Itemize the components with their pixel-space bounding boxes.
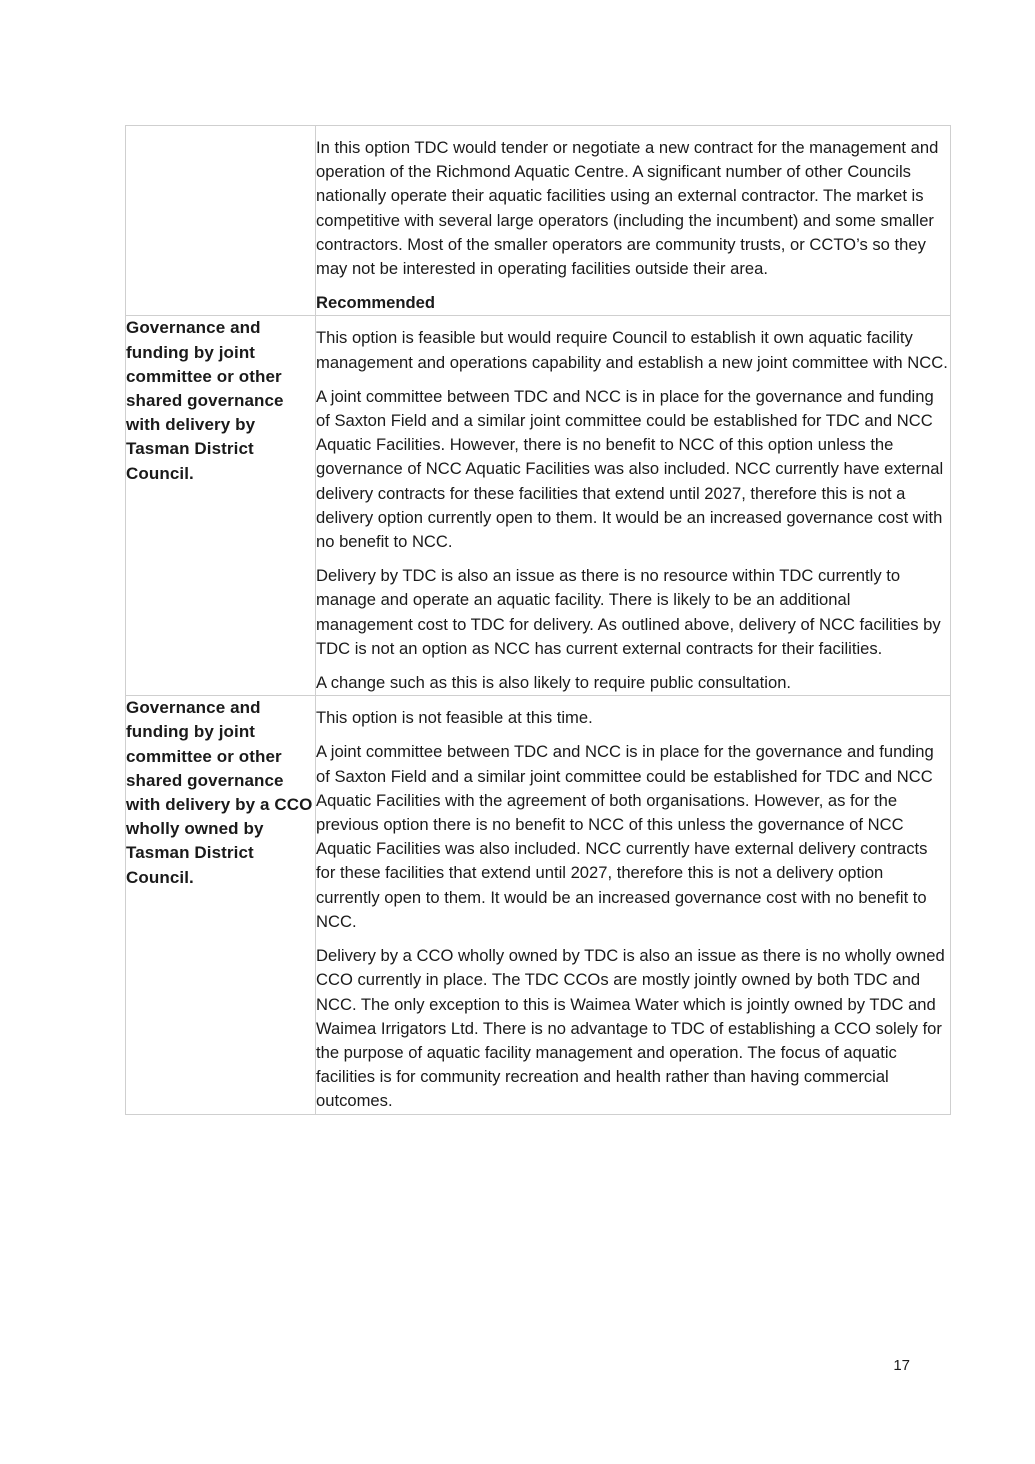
option-label [126, 126, 316, 316]
paragraph: A joint committee between TDC and NCC is in place for the governance and funding of Saxton Field and a similar joint committee could be established for TDC and NCC Aquatic Facilities. However, there is no benefit to NCC of this option unless the governance of NCC Aquatic Facilities was also included. NCC currently have external delivery contracts for these facilities that extend until 2027, therefore this is not a delivery option currently open to them. It would be an increased governance cost with no benefit to NCC. [316, 386, 944, 552]
option-label: Governance and funding by joint committee or other shared governance with delivery by Tasman District Council. [126, 316, 316, 696]
option-description [316, 696, 951, 1114]
page-number: 17 [893, 1357, 910, 1374]
option-label: Governance and funding by joint committee or other shared governance with delivery by a CCO wholly owned by Tasman District Council. [126, 696, 316, 1114]
paragraph: A joint committee between TDC and NCC is in place for the governance and funding of Saxton Field and a similar joint committee could be established for TDC and NCC Aquatic Facilities with the agreement of both organisations. However, as for the previous option there is no benefit to NCC of this unless the governance of NCC Aquatic Facilities was also included. NCC currently have external delivery contracts for these facilities that extend until 2027, therefore this is not a delivery option currently open to them. It would be an increased governance cost with no benefit to NCC. [316, 742, 934, 931]
paragraph: In this option TDC would tender or negotiate a new contract for the management and operation of the Richmond Aquatic Centre. A significant number of other Councils nationally operate their aquatic facilities using an external contractor. The market is competitive with several large operators (including the incumbent) and some smaller contractors. Most of the smaller operators are community trusts, or CCTO’s so they may not be interested in operating facilities outside their area. [316, 138, 939, 279]
paragraph: Delivery by a CCO wholly owned by TDC is also an issue as there is no wholly owned CCO currently in place. The TDC CCOs are mostly jointly owned by both TDC and NCC. The only exception to this is Waimea Water which is jointly owned by TDC and Waimea Irrigators Ltd. There is no advantage to TDC of establishing a CCO solely for the purpose of aquatic facility management and operation. The focus of aquatic facilities is for community recreation and health rather than having commercial outcomes. [316, 946, 945, 1111]
paragraph: A change such as this is also likely to require public consultation. [316, 673, 792, 693]
table-row [126, 126, 951, 316]
paragraph: Delivery by TDC is also an issue as there is no resource within TDC currently to manage and operate an aquatic facility. There is likely to be an additional management cost to TDC for delivery. As outlined above, delivery of NCC facilities by TDC is not an option as NCC has current external contracts for their facilities. [316, 566, 941, 658]
option-description [316, 126, 951, 316]
table-row [126, 696, 951, 1114]
recommendation-label: Recommended [316, 293, 435, 313]
option-description [316, 316, 951, 696]
table-row [126, 316, 951, 696]
options-table [125, 125, 951, 1115]
paragraph: This option is not feasible at this time. [316, 708, 593, 728]
paragraph: This option is feasible but would require Council to establish it own aquatic facility management and operations capability and establish a new joint committee with NCC. [316, 328, 948, 372]
